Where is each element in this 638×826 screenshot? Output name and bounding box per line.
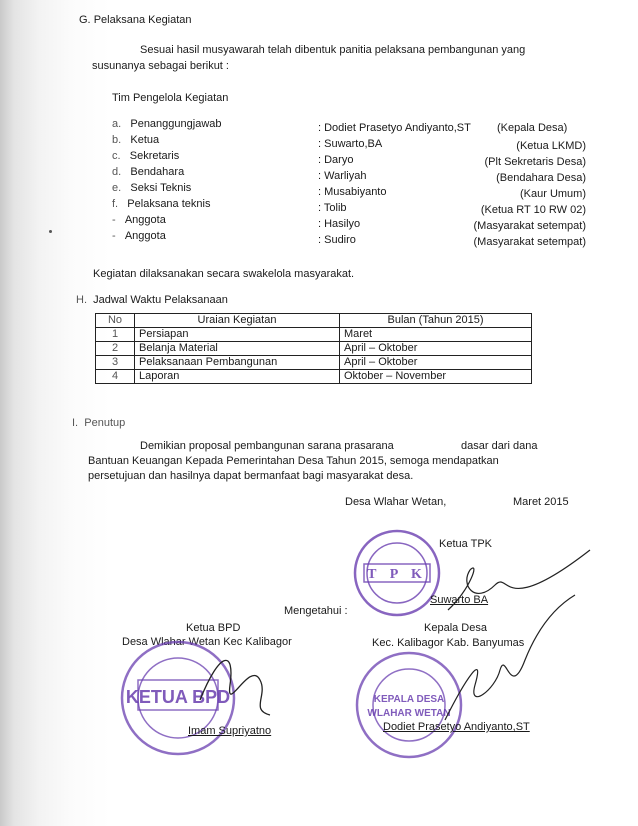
section-heading [79, 14, 192, 26]
village-head-org: Kec. Kalibagor Kab. Banyumas [372, 637, 525, 649]
table-cell-no: 1 [96, 328, 135, 342]
section-number: G. [79, 14, 91, 26]
member-position-5: (Ketua RT 10 RW 02) [480, 204, 586, 216]
schedule-table [95, 313, 532, 384]
village-head-name: Dodiet Prasetyo Andiyanto,ST [383, 721, 530, 733]
tpk-stamp [352, 528, 442, 618]
table-row [96, 328, 532, 342]
role-label-0: a. Penanggungjawab [112, 118, 222, 130]
table-cell-activity: Laporan [135, 370, 340, 384]
closing-line1-end: dasar dari dana [461, 440, 538, 452]
role-label-3: d. Bendahara [112, 166, 185, 178]
closing-heading [72, 417, 125, 429]
member-position-7: (Masyarakat setempat) [473, 236, 586, 248]
role-label-1: b. Ketua [112, 134, 160, 146]
village-head-signature [440, 590, 580, 740]
schedule-title: Jadwal Waktu Pelaksanaan [93, 294, 228, 306]
member-name-5: : Tolib [318, 202, 347, 214]
table-row [96, 342, 532, 356]
scan-speck [49, 230, 52, 233]
signing-place: Desa Wlahar Wetan, [345, 496, 447, 508]
table-cell-month: Oktober – November [340, 370, 532, 384]
svg-text:T P K: T P K [367, 567, 427, 582]
signing-date: Maret 2015 [513, 496, 569, 508]
bpd-chair-org: Desa Wlahar Wetan Kec Kalibagor [122, 636, 292, 648]
member-name-2: : Daryo [318, 154, 354, 166]
member-position-2: (Plt Sekretaris Desa) [484, 156, 586, 168]
table-header-activity: Uraian Kegiatan [135, 314, 340, 328]
table-cell-no: 4 [96, 370, 135, 384]
mengetahui-label: Mengetahui : [284, 605, 348, 617]
section-title: Pelaksana Kegiatan [93, 14, 192, 26]
role-label-7: - Anggota [112, 230, 166, 242]
role-label-6: - Anggota [112, 214, 166, 226]
member-name-3: : Warliyah [318, 170, 367, 182]
table-header-month: Bulan (Tahun 2015) [340, 314, 532, 328]
table-cell-activity: Persiapan [135, 328, 340, 342]
table-cell-month: April – Oktober [340, 342, 532, 356]
closing-line1: Demikian proposal pembangunan sarana prasarana [140, 440, 394, 452]
team-heading: Tim Pengelola Kegiatan [112, 92, 229, 104]
bpd-chair-title: Ketua BPD [186, 622, 241, 634]
svg-text:WLAHAR WETAN: WLAHAR WETAN [367, 708, 451, 719]
member-name-4: : Musabiyanto [318, 186, 387, 198]
member-position-1: (Ketua LKMD) [516, 140, 586, 152]
tpk-chair-name: Suwarto BA [430, 594, 489, 606]
member-position-4: (Kaur Umum) [519, 188, 586, 200]
bpd-chair-name: Imam Supriyatno [188, 725, 272, 737]
member-position-0: (Kepala Desa) [497, 122, 568, 134]
tpk-chair-title: Ketua TPK [439, 538, 492, 550]
member-name-1: : Suwarto,BA [318, 138, 383, 150]
role-label-4: e. Seksi Teknis [112, 182, 192, 194]
table-header-row [96, 314, 532, 328]
closing-line3: persetujuan dan hasilnya dapat bermanfaat bagi masyarakat desa. [88, 470, 414, 482]
svg-text:KETUA BPD: KETUA BPD [125, 687, 231, 707]
svg-text:KEPALA DESA: KEPALA DESA [373, 694, 445, 705]
table-cell-no: 2 [96, 342, 135, 356]
closing-line2: Bantuan Keuangan Kepada Pemerintahan Desa Tahun 2015, semoga mendapatkan [88, 455, 499, 467]
member-name-6: : Hasilyo [318, 218, 361, 230]
role-label-2: c. Sekretaris [112, 150, 180, 162]
village-head-title: Kepala Desa [424, 622, 487, 634]
closing-number: I. [72, 417, 79, 429]
role-label-5: f. Pelaksana teknis [112, 198, 211, 210]
table-header-no: No [96, 314, 135, 328]
table-cell-activity: Belanja Material [135, 342, 340, 356]
intro-paragraph-line2: susunanya sebagai berikut : [92, 60, 229, 72]
member-name-0: : Dodiet Prasetyo Andiyanto,ST [318, 122, 471, 134]
member-position-3: (Bendahara Desa) [496, 172, 586, 184]
member-name-7: : Sudiro [318, 234, 356, 246]
schedule-heading [76, 294, 228, 306]
table-row [96, 356, 532, 370]
closing-title: Penutup [84, 417, 126, 429]
table-cell-no: 3 [96, 356, 135, 370]
table-cell-activity: Pelaksanaan Pembangunan [135, 356, 340, 370]
table-row [96, 370, 532, 384]
table-cell-month: April – Oktober [340, 356, 532, 370]
execution-note: Kegiatan dilaksanakan secara swakelola masyarakat. [93, 268, 355, 280]
intro-paragraph-line1: Sesuai hasil musyawarah telah dibentuk panitia pelaksana pembangunan yang [140, 44, 526, 56]
table-cell-month: Maret [340, 328, 532, 342]
bpd-signature [190, 640, 280, 730]
schedule-number: H. [76, 294, 87, 306]
member-position-6: (Masyarakat setempat) [473, 220, 586, 232]
